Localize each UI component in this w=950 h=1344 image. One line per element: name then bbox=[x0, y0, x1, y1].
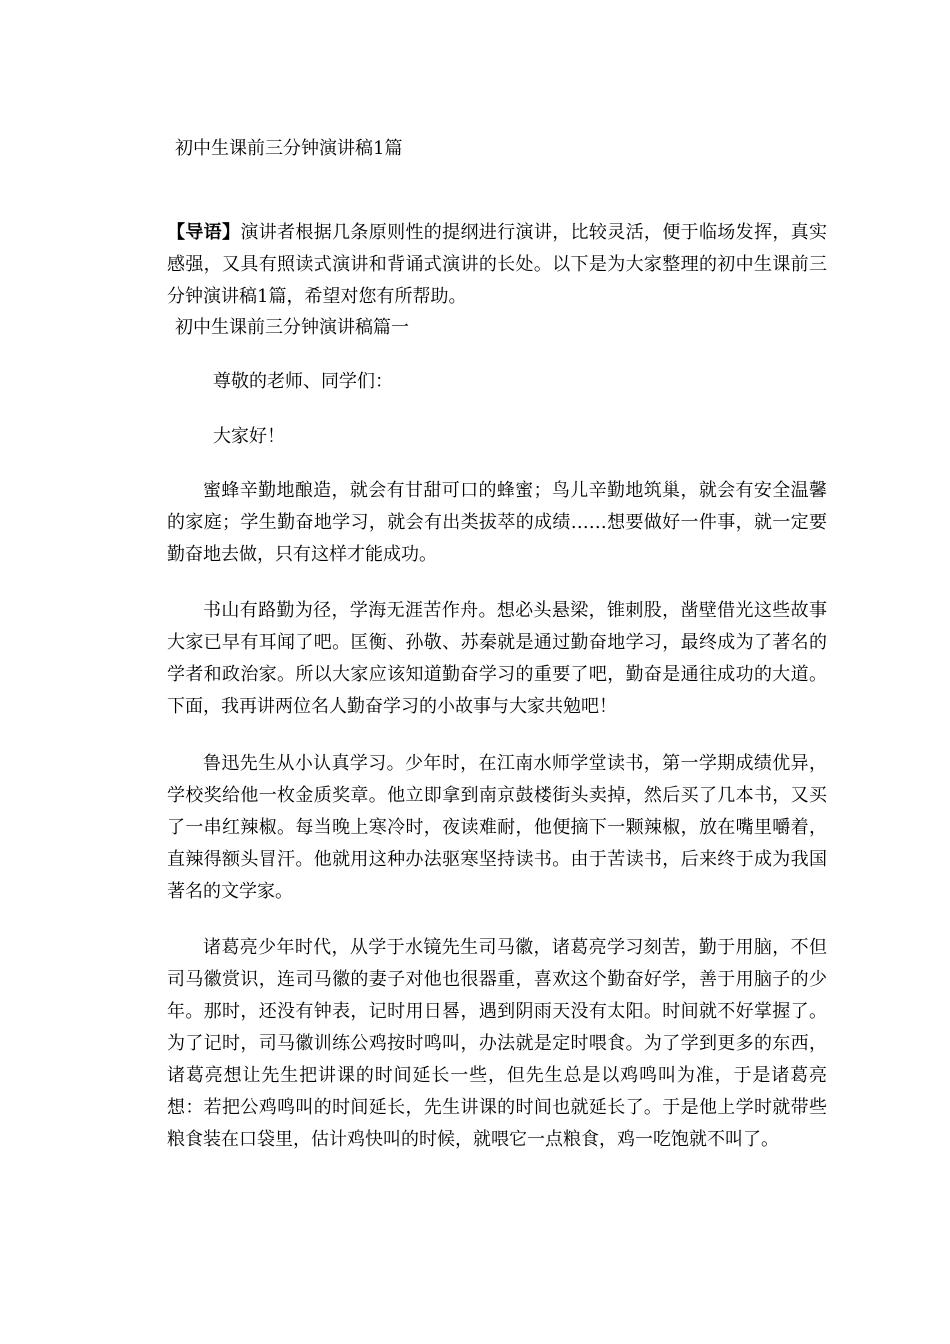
document-title: 初中生课前三分钟演讲稿1篇 bbox=[175, 138, 403, 159]
paragraph-diligence: 书山有路勤为径，学海无涯苦作舟。想必头悬梁，锥刺股，凿壁借光这些故事大家已早有耳闻了吧。匡衡、孙敬、苏秦就是通过勤奋地学习，最终成为了著名的学者和政治家。所以大家应该知道勤奋学习的重要了吧，勤奋是通往成功的大道。下面，我再讲两位名人勤奋学习的小故事与大家共勉吧！ bbox=[167, 600, 827, 717]
greeting: 大家好！ bbox=[213, 426, 285, 447]
salutation: 尊敬的老师、同学们： bbox=[213, 371, 393, 392]
section-title: 初中生课前三分钟演讲稿篇一 bbox=[175, 317, 409, 338]
intro-label: 【导语】 bbox=[167, 222, 241, 243]
paragraph-bees: 蜜蜂辛勤地酿造，就会有甘甜可口的蜂蜜；鸟儿辛勤地筑巢，就会有安全温馨的家庭；学生勤奋地学习，就会有出类拔萃的成绩……想要做好一件事，就一定要勤奋地去做，只有这样才能成功。 bbox=[167, 480, 827, 565]
intro-text: 演讲者根据几条原则性的提纲进行演讲，比较灵活，便于临场发挥，真实感强，又具有照读式演讲和背诵式演讲的长处。以下是为大家整理的初中生课前三分钟演讲稿1篇，希望对您有所帮助。 bbox=[167, 222, 828, 307]
intro-paragraph bbox=[167, 217, 827, 313]
paragraph-lu-xun: 鲁迅先生从小认真学习。少年时，在江南水师学堂读书，第一学期成绩优异，学校奖给他一枚金质奖章。他立即拿到南京鼓楼街头卖掉，然后买了几本书，又买了一串红辣椒。每当晚上寒冷时，夜读难耐，他便摘下一颗辣椒，放在嘴里嚼着，直辣得额头冒汗。他就用这种办法驱寒坚持读书。由于苦读书，后来终于成为我国著名的文学家。 bbox=[167, 753, 827, 902]
paragraph-zhuge-liang: 诸葛亮少年时代，从学于水镜先生司马徽，诸葛亮学习刻苦，勤于用脑，不但司马徽赏识，连司马徽的妻子对他也很器重，喜欢这个勤奋好学，善于用脑子的少年。那时，还没有钟表，记时用日晷，遇到阴雨天没有太阳。时间就不好掌握了。为了记时，司马徽训练公鸡按时鸣叫，办法就是定时喂食。为了学到更多的东西，诸葛亮想让先生把讲课的时间延长一些，但先生总是以鸡鸣叫为准，于是诸葛亮想：若把公鸡鸣叫的时间延长，先生讲课的时间也就延长了。于是他上学时就带些粮食装在口袋里，估计鸡快叫的时候，就喂它一点粮食，鸡一吃饱就不叫了。 bbox=[167, 937, 827, 1150]
